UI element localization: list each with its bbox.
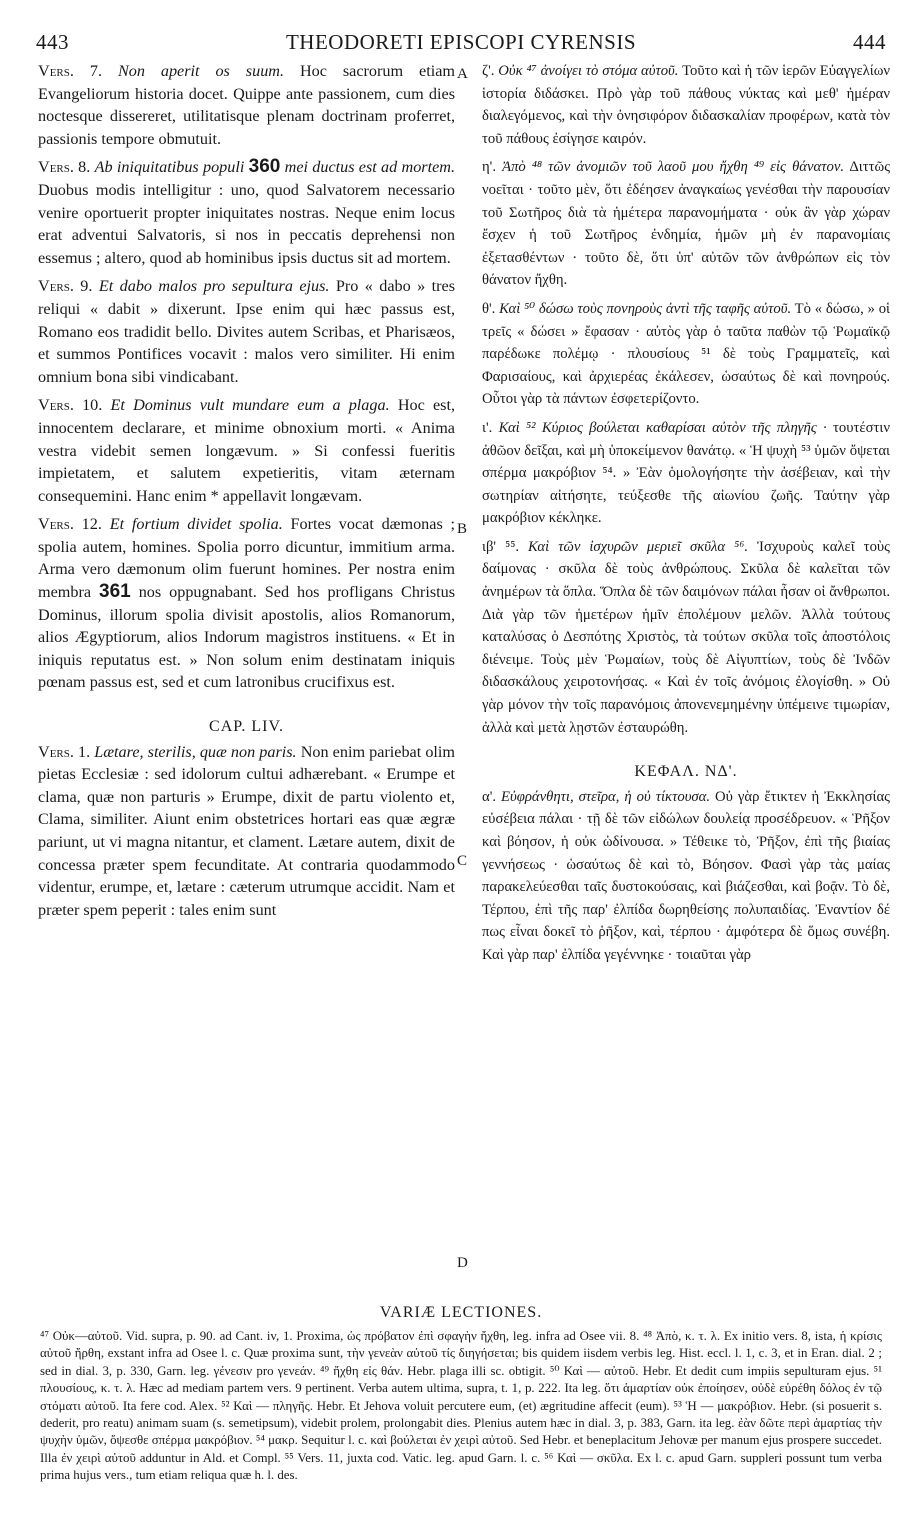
verse-commentary: nos oppugnabant. Sed hos profligans Christus Dominus, illorum spolia divisit apostolis, alios Romanorum, alios Ægyptiorum, alios Indorum magistros instituens. « Et in iniquis reputatus est. » Non solum enim destinatam iniquis pœnam passus est, sed et cum latronibus crucifixus est.: [38, 583, 456, 692]
verse-commentary: Hoc est, innocentem declarare, et minime obnoxium morti. « Anima vestra videbit semen longævum. » Si confessi fueritis impietatem, et salutem expetieritis, vitam æternam consequemini. Hanc enim * appellavit longævam.: [38, 396, 456, 505]
verse-lemma: Et fortium dividet spolia.: [109, 515, 283, 534]
verse-commentary: Οὐ γὰρ ἔτικτεν ἡ Ἐκκλησίας εὐσέβεια πάλαι · τῇ δὲ τῶν εἰδώλων δουλείᾳ προσέδρευον. « Ῥῆξον καὶ βόησον, ἡ οὐκ ὠδίνουσα. » Τέθεικε τὸ, Ῥῆξον, ἐπὶ τῆς βιαίας γεννήσεως · ὡσαύτως δὲ καὶ τὸ, Βόησον. Φασὶ γὰρ τὰς μαίας παρακελεύεσθαι ταῖς δυστοκούσαις, καὶ βιάζεσθαι, καὶ βοᾷν. Τὸ δὲ, Τέρπου, ἐπὶ τῆς παρ' ἐλπίδα δωρηθείσης πολυπαιδίας. Ἐναντίον δέ πως εἶναι δοκεῖ τὸ ῥῆξον, καὶ, τέρπου · ἀμφότερα δὲ ὅμως συνέβη. Καὶ γὰρ παρ' ἐλπίδα γεγέννηκε · τοιαῦται γὰρ: [482, 788, 891, 963]
verse-lemma: Ab iniquitatibus populi: [94, 158, 245, 177]
section-marker-a: A: [457, 66, 468, 82]
verse-lemma: Καὶ ⁵² Κύριος βούλεται καθαρίσαι αὐτὸν τῆς πληγῆς ·: [498, 419, 827, 436]
verse-label: Vers. 1.: [38, 742, 91, 761]
latin-verse-12: [38, 513, 455, 694]
verse-commentary: τουτέστιν ἀθῶον δεῖξαι, καὶ μὴ ὑποκείμενον θανάτῳ. « Ἡ ψυχὴ ⁵³ ὑμῶν ὄψεται σπέρμα μακρόβιον ⁵⁴. » Ἐὰν ὁμολογήσητε τὴν ἀσέβειαν, καὶ τὴν σωτηρίαν αἰτήσητε, τεύξεσθε τῆς αἰωνίου ζωῆς. Ταύτην γὰρ μακρόβιον κέκληκε.: [482, 419, 891, 527]
verse-commentary: Non enim pariebat olim pietas Ecclesiæ : sed idolorum cultui adhærebant. « Erumpe et clama, quæ non parturis » Erumpe, dixit de partu violento et, Clama, similiter. Aiunt enim obstetrices hortari eas quæ ægræ pariunt, ut vi magna nitantur, et clament. Lætare autem, dixit de concessa præter spem fecunditate. At contraria quodammodo videntur, erumpe, et, lætare : cæterum utrumque accidit. Nam et præter spem peperit : tales enim sunt: [38, 742, 456, 919]
greek-verse-10: [482, 417, 890, 530]
verse-lemma: Οὐκ ⁴⁷ ἀνοίγει τὸ στόμα αὐτοῦ.: [498, 63, 679, 79]
verse-label: ιβ' ⁵⁵.: [482, 538, 519, 555]
page-number-right: 444: [853, 30, 886, 54]
verse-commentary: Hoc sacrorum etiam Evangeliorum historia docet. Quippe ante passionem, cum dies noctesque dissereret, utilitatisque plenam doctrinam proferret, passionis tempore obmutuit.: [38, 62, 455, 148]
page-number-left: 443: [36, 30, 69, 54]
verse-label: ζ'.: [482, 63, 495, 79]
running-header: [36, 30, 886, 58]
verse-label: Vers. 8.: [38, 158, 91, 177]
verse-lemma: Non aperit os suum.: [117, 62, 285, 80]
greek-verse-12: [482, 536, 890, 739]
greek-verse-9: [482, 298, 890, 411]
latin-verse-9: [38, 275, 455, 388]
verse-commentary: Διττῶς νοεῖται · τοῦτο μὲν, ὅτι ἐδέησεν ἀναγκαίως γενέσθαι τὴν παρουσίαν τοῦ Σωτῆρος διὰ τὰ ἡμέτερα παρανομήματα · οὐκ ἂν γὰρ χώραν ἔσχεν ἡ τοῦ Σωτῆρος ἐνδημία, ἡμῶν μὴ ἐν παρανομίαις ἐξετασθέντων · τοῦτο δὲ, ὅτι ὑπ' αὐτῶν τῶν ἀνθρώπων εἰς τὸν θάνατον ἤχθη.: [482, 159, 891, 289]
variae-lectiones: [40, 1328, 882, 1485]
greek-verse-7: [482, 60, 890, 150]
verse-label: Vers. 9.: [38, 277, 93, 296]
verse-label: η'.: [482, 159, 496, 176]
verse-label: α'.: [482, 788, 497, 805]
running-title: THEODORETI EPISCOPI CYRENSIS: [285, 30, 637, 54]
verse-commentary: Duobus modis intelligitur : uno, quod Salvatorem necessario venire oportuerit propter iniquitates nostras. Neque enim locus erat adventui Salvatoris, si nos in peccatis deprehensi non essemus ; altero, quod ab hominibus ipsis ductus sit ad mortem.: [38, 180, 455, 267]
verse-lemma: Καὶ ⁵⁰ δώσω τοὺς πονηροὺς ἀντὶ τῆς ταφῆς αὐτοῦ.: [499, 300, 792, 317]
latin-verse-8: [38, 156, 455, 269]
verse-label: ι'.: [482, 419, 493, 436]
verse-label: θ'.: [482, 300, 496, 317]
latin-verse-10: [38, 394, 455, 507]
chapter-heading-greek: ΚΕΦΑΛ. ΝΔ'.: [634, 763, 738, 781]
column-number: 361: [99, 581, 131, 603]
greek-verse-8: [482, 156, 890, 292]
verse-commentary: Fortes vocat dæmonas ; spolia autem, homines. Spolia porro dicuntur, immitium arma. Arma vero dæmonum olim fuerunt homines. Per nostra enim membra: [38, 515, 456, 602]
greek-chapter-54-verse-1: [482, 786, 890, 967]
verse-commentary: Pro « dabo » tres reliqui « dabit » dixerunt. Ipse enim qui hæc passus est, Romano eos tradidit bello. Divites autem Scribas, et Pharisæos, et summos Pontifices vocavit : malos vero similiter. Hi enim omnium bona sibi vindicabant.: [38, 277, 455, 386]
variae-lectiones-heading: VARIÆ LECTIONES.: [379, 1304, 543, 1321]
verse-lemma: mei ductus est ad mortem.: [284, 158, 456, 177]
verse-lemma: Et dabo malos pro sepultura ejus.: [98, 277, 330, 296]
verse-commentary: Τὸ « δώσω, » οἱ τρεῖς « δώσει » ἔφασαν · αὐτὸς γὰρ ὁ ταῦτα παθὼν τῷ Ῥωμαϊκῷ παρέδωκε πολέμῳ · πλουσίους ⁵¹ δὲ τοὺς Γραμματεῖς, καὶ Φαρισαίους, καὶ ἀρχιερέας ἐκάλεσεν, ὡσαύτως δὲ καὶ πονηρούς. Οὗτοι γὰρ τὰ πάντων ἐσφετερίζοντο.: [482, 300, 890, 408]
column-number: 360: [248, 156, 281, 178]
verse-label: Vers. 12.: [38, 515, 102, 534]
verse-commentary: Ἰσχυροὺς καλεῖ τοὺς δαίμονας · σκῦλα δὲ τοὺς ἀνθρώπους. Σκῦλα δὲ καλεῖται τῶν ἀνημέρων τὰ ὅπλα. Ὅπλα δὲ τῶν δαιμόνων πάλαι ἦσαν οἱ ἄνθρωποι. Διὰ γὰρ τῶν ἡμετέρων ἡμῖν ἐπολέμουν μελῶν. Ἀλλὰ τούτους καταλύσας ὁ Δεσπότης Χριστὸς, τὰ τούτων σκῦλα τοῖς ἀποστόλοις διένειμε. Τοὺς μὲν Ῥωμαίων, τοὺς δὲ Αἰγυπτίων, τοὺς δὲ Ἰνδῶν διδασκάλους χειροτονήσας. « Καὶ ἐν τοῖς ἀνόμοις ἐλογίσθη. » Οὐ γὰρ μόνον τὴν τοῖς παρανόμοις ἀπονενεμημένην ὑπέμεινε τιμωρίαν, ἀλλὰ καὶ μετὰ λῃστῶν ἐσταυρώθη.: [482, 538, 890, 736]
section-marker-b: B: [457, 521, 468, 537]
latin-column: [38, 60, 455, 921]
verse-lemma: Lætare, sterilis, quæ non paris.: [94, 742, 297, 761]
verse-label: Vers. 10.: [38, 396, 103, 415]
footnotes-text: ⁴⁷ Οὐκ—αὐτοῦ. Vid. supra, p. 90. ad Cant. iv, 1. Proxima, ὡς πρόβατον ἐπὶ σφαγὴν ἤχθη, leg. infra ad Osee vii. 8. ⁴⁸ Ἀπὸ, κ. τ. λ. Ex initio vers. 8, ista, ἡ κρίσις αὐτοῦ ἤρθη, exstant infra ad Osee l. c. Quæ proxima sunt, τὴν γενεὰν αὐτοῦ τίς διηγήσεται; bis quidem iisdem verbis leg. Hist. eccl. l. 1, c. 3, et in Eran. dial. 2 ; sed in dial. 3, p. 330, Garn. leg. γένεσιν pro γενεάν. ⁴⁹ ἤχθη εἰς θάν. Hebr. plaga illi sc. obtigit. ⁵⁰ Καὶ — αὐτοῦ. Hebr. Et dedit cum impiis sepulturam ejus. ⁵¹ πλουσίους, κ. τ. λ. Hæc ad mediam partem vers. 9 pertinent. Verba autem ultima, supra, t. 1, p. 222. Ita leg. ὅτι ἁμαρτίαν οὐκ ἐποίησεν, οὐδὲ εὑρέθη δόλος ἐν τῷ στόματι αὐτοῦ. Ita fere cod. Alex. ⁵² Καὶ — πληγῆς. Hebr. Et Jehova voluit percutere eum, (et) ægritudine affecit (eum). ⁵³ Ἡ — μακρόβιον. Hebr. (si posuerit s. dederit, pro reatu) animam suam (s. semetipsum), videbit prolem, prolongabit dies. Plenius autem hæc in dial. 3, p. 383, Garn. ita leg. ἐὰν δῶτε περὶ ἁμαρτίας τὴν ψυχὴν ὑμῶν, ὄψεσθε σπέρμα μακρόβιον. ⁵⁴ μακρ. Sequitur l. c. καὶ βούλεται ἐν χειρὶ αὐτοῦ. Sed Hebr. et beneplacitum Jehovæ per manum ejus prospere succedet. Illa ἐν χειρὶ αὐτοῦ adduntur in Ald. et Compl. ⁵⁵ Vers. 11, juxta cod. Vatic. leg. apud Garn. l. c. ⁵⁶ Καὶ — σκῦλα. Ex l. c. apud Garn. suppleri possunt tum verba prima hujus vers., tum etiam reliqua quæ h. l. des.: [40, 1329, 882, 1483]
verse-lemma: Et Dominus vult mundare eum a plaga.: [110, 396, 390, 415]
verse-label: Vers. 7.: [38, 62, 102, 80]
verse-lemma: Καὶ τῶν ἰσχυρῶν μεριεῖ σκῦλα ⁵⁶.: [528, 538, 749, 555]
verse-commentary: Τοῦτο καὶ ἡ τῶν ἱερῶν Εὐαγγελίων ἱστορία διδάσκει. Πρὸ γὰρ τοῦ πάθους νύκτας καὶ μεθ' ἡμέραν διαλεγόμενος, καὶ τὴν ὀνησιφόρον διδασκαλίαν προφέρων, κατὰ τὸν τοῦ πάθους ἐσίγησε καιρόν.: [482, 63, 890, 147]
section-marker-d: D: [457, 1255, 468, 1271]
chapter-heading-latin: CAP. LIV.: [209, 718, 284, 736]
verse-lemma: Εὐφράνθητι, στεῖρα, ἡ οὐ τίκτουσα.: [501, 788, 711, 805]
section-marker-c: C: [457, 853, 468, 869]
verse-lemma: Ἀπὸ ⁴⁸ τῶν ἀνομιῶν τοῦ λαοῦ μου ἤχθη ⁴⁹ εἰς θάνατον.: [502, 159, 845, 176]
greek-column: [482, 60, 890, 967]
latin-verse-7: [38, 60, 455, 150]
latin-chapter-54-verse-1: [38, 741, 455, 922]
